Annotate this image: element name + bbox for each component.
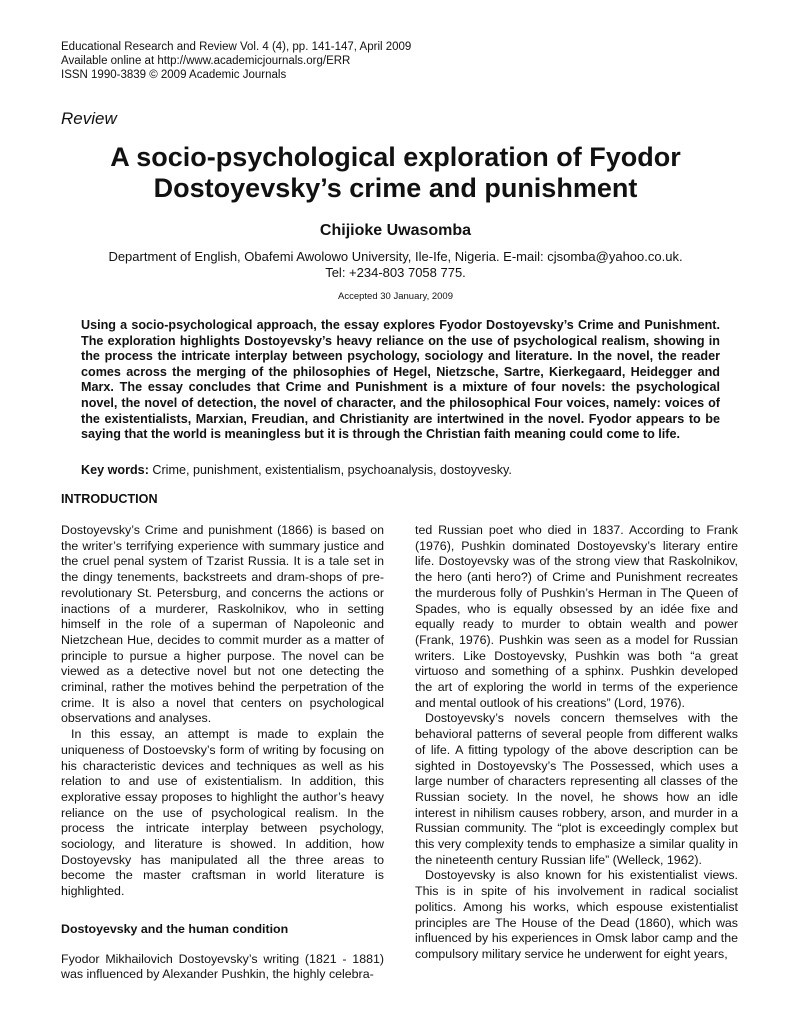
- abstract: Using a socio-psychological approach, the essay explores Fyodor Dostoyevsky’s Crime and Punishment. The exploration highlights Dostoyevsky’s heavy reliance on the use of psychological realism, showing in the process the intricate interplay between psychology, sociology and literature. In the novel, the reader comes across the merging of the philosophies of Hegel, Nietzsche, Sartre, Kierkegaard, Heidegger and Marx. The essay concludes that Crime and Punishment is a mixture of four novels: the psychological novel, the novel of detection, the novel of character, and the philosophical Four voices, namely: voices of the existentialists, Marxian, Freudian, and Christianity are intertwined in the novel. Fyodor appears to be saying that the world is meaningless but it is through the Christian faith meaning could come to life.: [81, 318, 720, 442]
- article-title: [40, 142, 751, 204]
- keywords-list: Crime, punishment, existentialism, psychoanalysis, dostoyvesky.: [148, 463, 512, 477]
- subsection-heading: Dostoyevsky and the human condition: [61, 921, 289, 936]
- paragraph: Dostoyevsky is also known for his existentialist views. This is in spite of his involvement in radical socialist politics. Among his works, which espouse existentialist principles are The House of the Dead (1860), which was influenced by his experiences in Omsk labor camp and the compulsory military service he underwent for eight years,: [415, 868, 738, 961]
- keywords: [81, 463, 741, 477]
- journal-citation: Educational Research and Review Vol. 4 (4), pp. 141-147, April 2009: [61, 41, 412, 53]
- author-name: Chijioke Uwasomba: [319, 222, 472, 239]
- right-column: [415, 523, 738, 963]
- title-line-2: Dostoyevsky’s crime and punishment: [153, 173, 638, 203]
- accepted-date: Accepted 30 January, 2009: [338, 291, 453, 302]
- affiliation-line-1: Department of English, Obafemi Awolowo University, Ile-Ife, Nigeria. E-mail: cjsomba@yahoo.co.uk.: [108, 249, 683, 264]
- journal-url: Available online at http://www.academicjournals.org/ERR: [61, 55, 351, 67]
- section-heading-introduction: INTRODUCTION: [61, 492, 158, 506]
- paragraph: Fyodor Mikhailovich Dostoyevsky’s writing (1821 - 1881) was influenced by Alexander Pushkin, the highly celebra-: [61, 951, 384, 982]
- paragraph: In this essay, an attempt is made to explain the uniqueness of Dostoevsky’s form of writing by focusing on his characteristic devices and techniques as well as his relation to and use of existentialism. In addition, this explorative essay proposes to highlight the author’s heavy reliance on the use of psychological realism. In the process the intricate interplay between psychology, sociology, and literature is showed. In addition, how Dostoyevsky has manipulated all the three areas to become the master craftsman in world literature is highlighted.: [61, 727, 384, 899]
- article-type: Review: [61, 109, 117, 128]
- affiliation-line-2: Tel: +234-803 7058 775.: [325, 265, 466, 280]
- paragraph: Dostoyevsky’s novels concern themselves with the behavioral patterns of several people from different walks of life. A fitting typology of the above description can be sighted in Dostoyevsky’s The Possessed, which uses a large number of characters representing all classes of the Russian society. In the novel, he shows how an idle interest in nihilism causes robbery, arson, and murder in a Russian community. The “plot is exceedingly complex but this very complexity tends to emphasize a similar quality in the nineteenth century Russian life” (Welleck, 1962).: [415, 711, 738, 867]
- title-line-1: A socio-psychological exploration of Fyodor: [110, 142, 681, 172]
- journal-issn: ISSN 1990-3839 © 2009 Academic Journals: [61, 69, 287, 81]
- journal-header: [61, 40, 411, 82]
- paragraph: Dostoyevsky’s Crime and punishment (1866) is based on the writer’s terrifying experience with summary justice and the cruel penal system of Tzarist Russia. It is a tale set in the dingy tenements, backstreets and dram-shops of pre-revolutionary St. Petersburg, and concerns the actions or inactions of a murderer, Raskolnikov, who in setting himself in the role of a superman of Napoleonic and Nietzchean Hue, decides to commit murder as a matter of principle to pursue a higher purpose. The novel can be viewed as a detective novel but not one detecting the criminal, rather the motives behind the perpetration of the crime. It is also a novel that centers on psychological observations and analyses.: [61, 523, 384, 726]
- author-affiliation: [40, 249, 751, 281]
- keywords-label: Key words:: [81, 463, 149, 477]
- left-column: [61, 523, 384, 983]
- paragraph: ted Russian poet who died in 1837. According to Frank (1976), Pushkin dominated Dostoyevsky’s literary entire life. Dostoyevsky was of the strong view that Raskolnikov, the hero (anti hero?) of Crime and Punishment recreates the murderous folly of Pushkin’s Herman in The Queen of Spades, who is equally obsessed by an idée fixe and equally ready to murder to obtain wealth and power (Frank, 1976). Pushkin was seen as a model for Russian writers. Like Dostoyevsky, Pushkin was both “a great virtuoso and something of a sphinx. Pushkin developed the art of exploring the world in terms of the experience and mental outlook of his creations” (Lord, 1976).: [415, 523, 738, 710]
